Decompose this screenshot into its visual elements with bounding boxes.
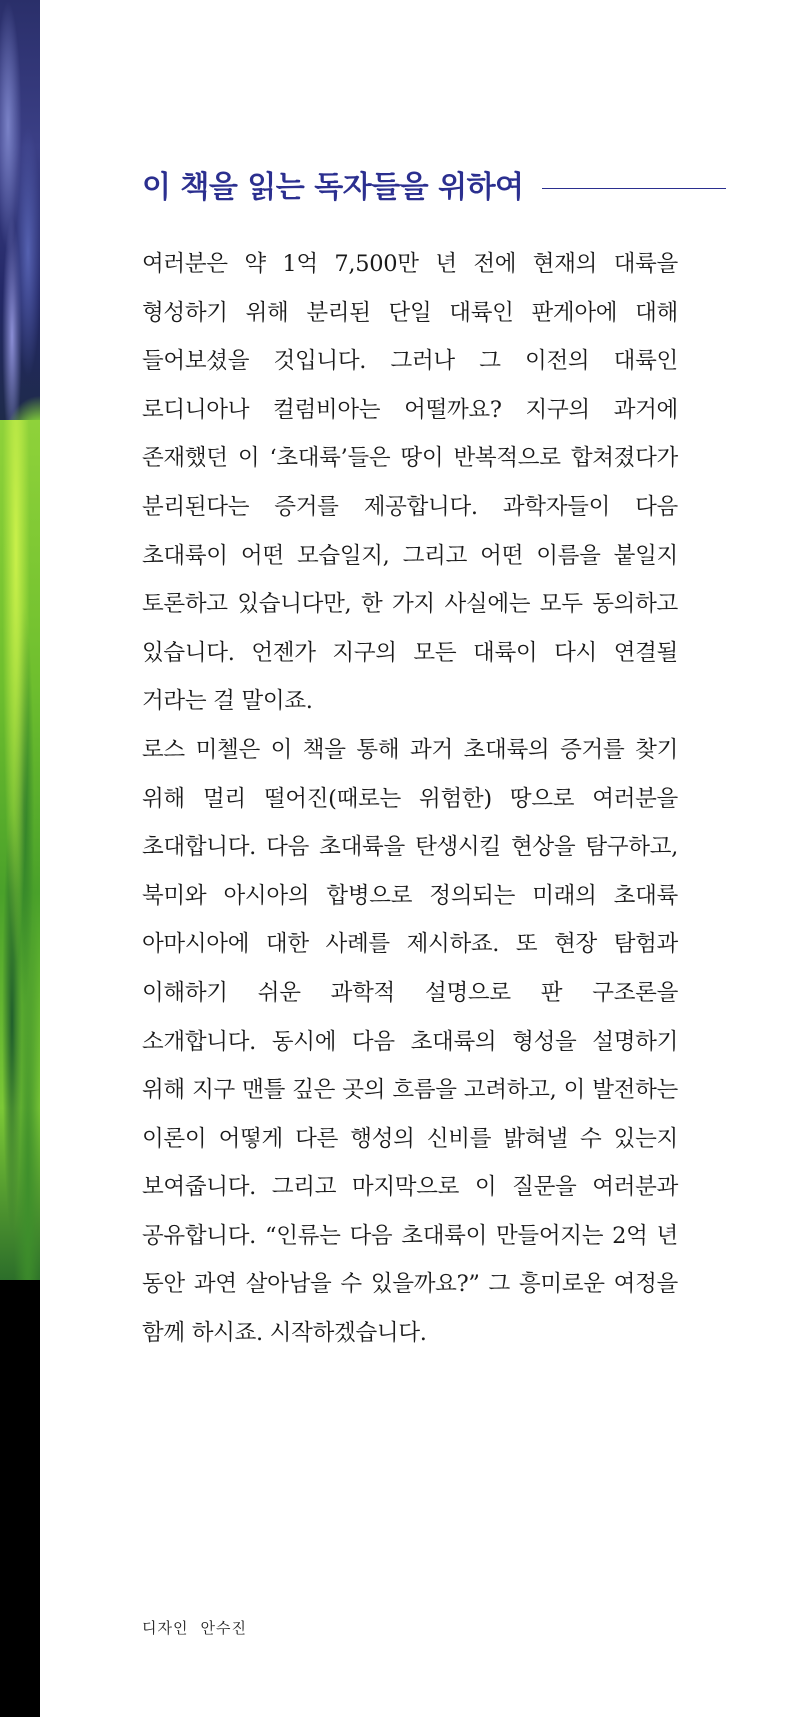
paragraph-intro: 여러분은 약 1억 7,500만 년 전에 현재의 대륙을 형성하기 위해 분리된 단일 대륙인 판게아에 대해 들어보셨을 것입니다. 그러나 그 이전의 대륙인 로디니아나 컬럼비아는 어떨까요? 지구의 과거에 존재했던 이 ‘초대륙’들은 땅이 반복적으로 합쳐졌다가 분리된다는 증거를 제공합니다. 과학자들이 다음 초대륙이 어떤 모습일지, 그리고 어떤 이름을 붙일지 토론하고 있습니다만, 한 가지 사실에는 모두 동의하고 있습니다. 언젠가 지구의 모든 대륙이 다시 연결될 거라는 걸 말이죠. [142,251,678,715]
cover-earth-image [0,420,40,1280]
paragraph-summary: 로스 미첼은 이 책을 통해 과거 초대륙의 증거를 찾기 위해 멀리 떨어진(때로는 위험한) 땅으로 여러분을 초대합니다. 다음 초대륙을 탄생시킬 현상을 탐구하고, 북미와 아시아의 합병으로 정의되는 미래의 초대륙 아마시아에 대한 사례를 제시하죠. 또 현장 탐험과 이해하기 쉬운 과학적 설명으로 판 구조론을 소개합니다. 동시에 다음 초대륙의 형성을 설명하기 위해 지구 맨틀 깊은 곳의 흐름을 고려하고, 이 발전하는 이론이 어떻게 다른 행성의 신비를 밝혀낼 수 있는지 보여줍니다. 그리고 마지막으로 이 질문을 여러분과 공유합니다. “인류는 다음 초대륙이 만들어지는 2억 년 동안 과연 살아남을 수 있을까요?” 그 흥미로운 여정을 함께 하시죠. 시작하겠습니다. [142,736,678,1347]
heading-rule [542,188,726,189]
credit-name: 안수진 [200,1619,247,1637]
section-title: 이 책을 읽는 독자들을 위하여 [142,170,524,205]
credit-role: 디자인 [142,1619,189,1637]
design-credit [142,1617,247,1638]
cover-space-image [0,0,40,420]
cover-image-strip [0,0,40,1717]
body-text [142,240,678,1358]
section-heading [142,168,726,208]
